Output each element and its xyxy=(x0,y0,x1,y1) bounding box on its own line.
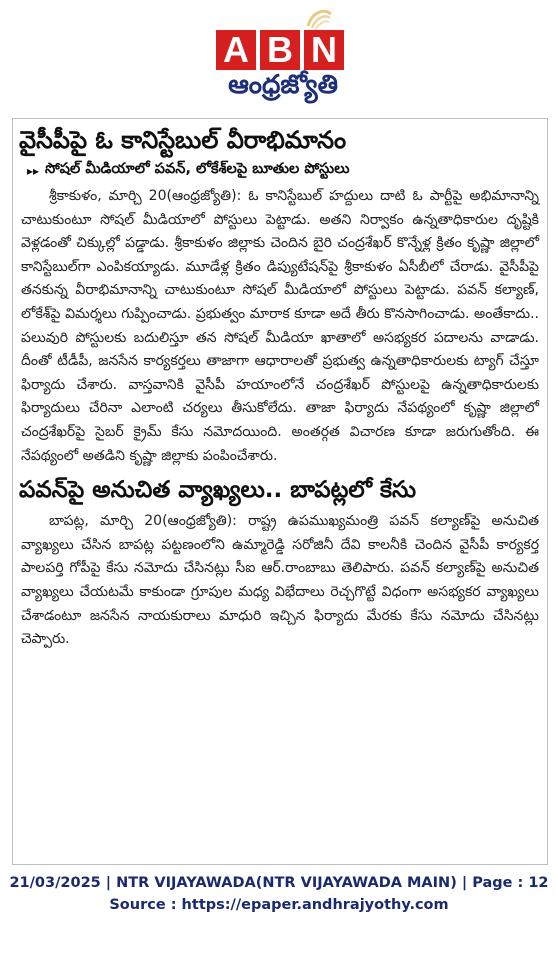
logo-letters xyxy=(216,30,344,70)
logo-letter-b: B xyxy=(260,30,300,70)
article2-body: బాపట్ల, మార్చి 20(ఆంధ్రజ్యోతి): రాష్ట్ర ఉపముఖ్యమంత్రి పవన్‌ కల్యాణ్‌పై అనుచిత వ్యాఖ్యలు చేసిన బాపట్ల పట్టణంలోని ఉమ్మారెడ్డి సరోజినీ దేవి కాలనీకి చెందిన వైసీపీ కార్యకర్త పాలపర్తి గోపీపై కేసు నమోదు చేసినట్లు సీఐ ఆర్‌.రాంబాబు తెలిపారు. పవన్‌ కల్యాణ్‌పై అనుచిత వ్యాఖ్యలు చేయటమే కాకుండా గ్రూపుల మధ్య విభేదాలు రెచ్చగొట్టే విధంగా అసభ్యకర వ్యాఖ్యలు చేశాడంటూ జనసేన నాయకురాలు మాధురి ఇచ్చిన ఫిర్యాదు మేరకు కేసు నమోదు చేసినట్లు చెప్పారు. xyxy=(21,513,539,648)
logo-subtitle: ఆంధ్రజ్యోతి xyxy=(228,70,338,100)
logo-letter-a: A xyxy=(216,30,256,70)
logo-letter-n: N xyxy=(304,30,344,70)
edition-info: 21/03/2025 | NTR VIJAYAWADA(NTR VIJAYAWADA MAIN) | Page : 12 xyxy=(9,875,549,891)
article1-headline: వైసీపీపై ఓ కానిస్టేబుల్‌ వీరాభిమానం xyxy=(19,126,347,154)
article2-headline: పవన్‌పై అనుచిత వ్యాఖ్యలు.. బాపట్లలో కేసు xyxy=(19,477,417,504)
article1-subheading-text: సోషల్‌ మీడియాలో పవన్‌, లోకేశ్‌లపై బూతుల పోస్టులు xyxy=(45,161,350,177)
abn-andhrajyothy-logo xyxy=(208,6,358,108)
article1-subheading xyxy=(27,161,541,181)
double-arrow-icon: ▸▸ xyxy=(27,164,40,178)
masthead xyxy=(0,0,558,115)
footer xyxy=(0,872,558,916)
article1-body: శ్రీకాకుళం, మార్చి 20(ఆంధ్రజ్యోతి): ఓ కానిస్టేబుల్‌ హద్దులు దాటి ఓ పార్టీపై అభిమానాన్ని చాటుకుంటూ సోషల్‌ మీడియాలో పోస్టులు పెట్టాడు. అతని నిర్వాకం ఉన్నతాధికారుల దృష్టికి వెళ్లడంతో చిక్కుల్లో పడ్డాడు. శ్రీకాకుళం జిల్లాకు చెందిన బైరి చంద్రశేఖర్‌ కొన్నేళ్ల క్రితం కృష్ణా జిల్లాలో కానిస్టేబుల్‌గా ఎంపికయ్యాడు. మూడేళ్ల క్రితం డిప్యుటేషన్‌పై శ్రీకాకుళం ఏసీబీలో చేరాడు. వైసీపీపై తనకున్న వీరాభిమానాన్ని చాటుకుంటూ సోషల్‌ మీడియాలో పోస్టులు పెట్టాడు. పవన్‌ కల్యాణ్‌, లోకేశ్‌పై విమర్శలు గుప్పించాడు. ప్రభుత్వం మారాక కూడా అదే తీరు కొనసాగించాడు. అంతేకాదు.. పలువురి పోస్టులకు బదులిస్తూ తన సోషల్‌ మీడియా ఖాతాలో అసభ్యకర పదాలను వాడాడు. దీంతో టీడీపీ, జనసేన కార్యకర్తలు తాజాగా ఆధారాలతో ప్రభుత్వ ఉన్నతాధికారులకు ట్యాగ్‌ చేస్తూ ఫిర్యాదు చేశారు. వాస్తవానికి వైసీపీ హయాంలోనే చంద్రశేఖర్‌ పోస్టులపై ఉన్నతాధికారులకు ఫిర్యాదులు చేరినా ఎలాంటి చర్యలు తీసుకోలేదు. తాజా ఫిర్యాదు నేపథ్యంలో కృష్ణా జిల్లాలో చంద్రశేఖర్‌పై సైబర్‌ క్రైమ్‌ కేసు నమోదయింది. అంతర్గత విచారణ కూడా జరుగుతోంది. ఈ నేపథ్యంలో అతడిని కృష్ణా జిల్లాకు పంపించేశారు. xyxy=(21,188,539,464)
source-link[interactable]: Source : https://epaper.andhrajyothy.com xyxy=(109,897,449,913)
newspaper-clipping xyxy=(12,118,548,865)
